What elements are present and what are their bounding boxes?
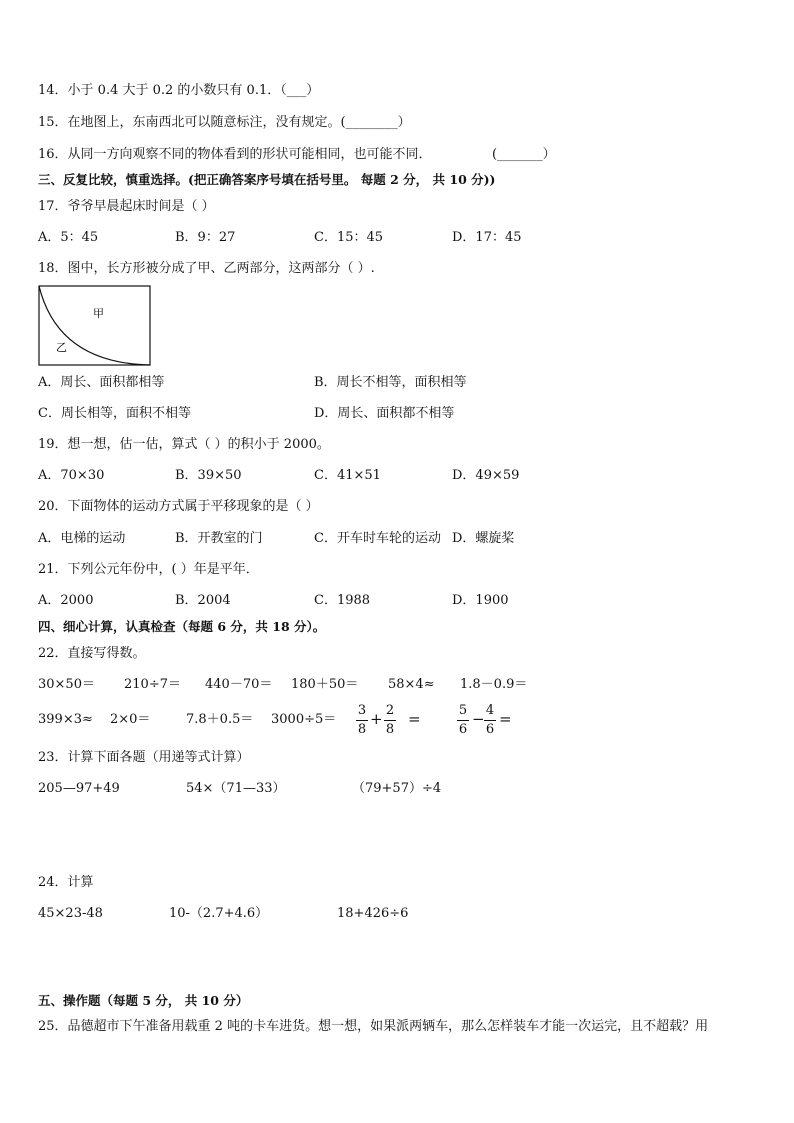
q22-fraction: $\frac{5}{6}$ <box>458 703 468 737</box>
q20-option-d: D．螺旋桨 <box>452 531 515 546</box>
q20-option-a: A．电梯的运动 <box>38 531 126 546</box>
q22-fraction: $\frac{3}{8}$ <box>357 703 367 737</box>
q22-item: 30×50＝ <box>38 677 95 692</box>
q24-item: 18+426÷6 <box>337 906 409 921</box>
q22-equals: = <box>499 710 512 728</box>
q23-item: 54×（71—33） <box>186 781 286 796</box>
q22-item: 1.8－0.9＝ <box>460 677 528 692</box>
q17-option-c: C．15：45 <box>314 230 384 245</box>
q19-option-d: D．49×59 <box>452 468 520 483</box>
q22-item: 399×3≈ <box>38 712 93 727</box>
q24-item: 10-（2.7+4.6） <box>169 906 269 921</box>
q21-option-b: B．2004 <box>175 593 231 608</box>
q23-item: （79+57）÷4 <box>352 781 442 796</box>
question-24: 24．计算 <box>38 875 94 890</box>
q22-item: 210÷7＝ <box>124 677 181 692</box>
q22-fraction: $\frac{2}{8}$ <box>385 703 395 737</box>
q21-option-c: C．1988 <box>314 593 371 608</box>
q22-item: 3000÷5＝ <box>271 712 337 727</box>
question-14: 14．小于 0.4 大于 0.2 的小数只有 0.1．（___） <box>38 83 320 98</box>
section-5-heading: 五、操作题（每题 5 分， 共 10 分） <box>38 993 249 1008</box>
q22-item: 58×4≈ <box>388 677 435 692</box>
question-16-blank: (_______） <box>492 147 556 162</box>
q22-item: 2×0＝ <box>110 712 151 727</box>
question-23: 23．计算下面各题（用递等式计算） <box>38 750 250 765</box>
question-22: 22．直接写得数。 <box>38 646 146 661</box>
q17-option-d: D．17：45 <box>452 230 522 245</box>
q17-option-b: B．9：27 <box>175 230 236 245</box>
q20-option-c: C．开车时车轮的运动 <box>314 531 441 546</box>
q18-option-c: C．周长相等，面积不相等 <box>38 406 191 421</box>
q18-label-jia: 甲 <box>93 307 104 320</box>
q22-item: 180＋50＝ <box>291 677 359 692</box>
q22-fraction: $\frac{4}{6}$ <box>485 703 495 737</box>
q19-option-b: B．39×50 <box>175 468 242 483</box>
question-25: 25．品德超市下午准备用载重 2 吨的卡车进货。想一想，如果派两辆车，那么怎样装车才能一次运完，且不超载？用 <box>38 1019 709 1034</box>
question-21: 21．下列公元年份中，( ）年是平年． <box>38 562 259 577</box>
q21-option-d: D．1900 <box>452 593 509 608</box>
q22-item: 440－70＝ <box>205 677 273 692</box>
q24-item: 45×23-48 <box>38 906 103 921</box>
question-15: 15．在地图上，东南西北可以随意标注，没有规定。(________） <box>38 115 411 130</box>
question-18: 18．图中，长方形被分成了甲、乙两部分，这两部分（ ）. <box>38 261 375 276</box>
q20-option-b: B．开教室的门 <box>175 531 263 546</box>
q22-operator: − <box>472 710 485 728</box>
q19-option-c: C．41×51 <box>314 468 381 483</box>
q21-option-a: A．2000 <box>38 593 94 608</box>
q19-option-a: A．70×30 <box>38 468 105 483</box>
question-20: 20．下面物体的运动方式属于平移现象的是（ ） <box>38 499 319 514</box>
q17-option-a: A．5：45 <box>38 230 99 245</box>
q18-label-yi: 乙 <box>56 341 67 354</box>
question-16: 16．从同一方向观察不同的物体看到的形状可能相同，也可能不同． <box>38 147 432 162</box>
q18-option-a: A．周长、面积都相等 <box>38 375 165 390</box>
question-19: 19．想一想，估一估，算式（ ）的积小于 2000。 <box>38 437 330 452</box>
q23-item: 205—97+49 <box>38 781 120 796</box>
q22-equals: = <box>408 710 421 728</box>
question-17: 17．爷爷早晨起床时间是（ ） <box>38 199 215 214</box>
section-3-heading: 三、反复比较，慎重选择。(把正确答案序号填在括号里。 每题 2 分， 共 10 分)) <box>38 172 496 187</box>
q18-option-d: D．周长、面积都不相等 <box>314 406 455 421</box>
q18-option-b: B．周长不相等，面积相等 <box>314 375 467 390</box>
q22-operator: + <box>370 710 383 728</box>
q18-rectangle-figure <box>38 285 152 367</box>
section-4-heading: 四、细心计算，认真检查（每题 6 分，共 18 分）。 <box>38 619 326 634</box>
q22-item: 7.8＋0.5＝ <box>186 712 254 727</box>
